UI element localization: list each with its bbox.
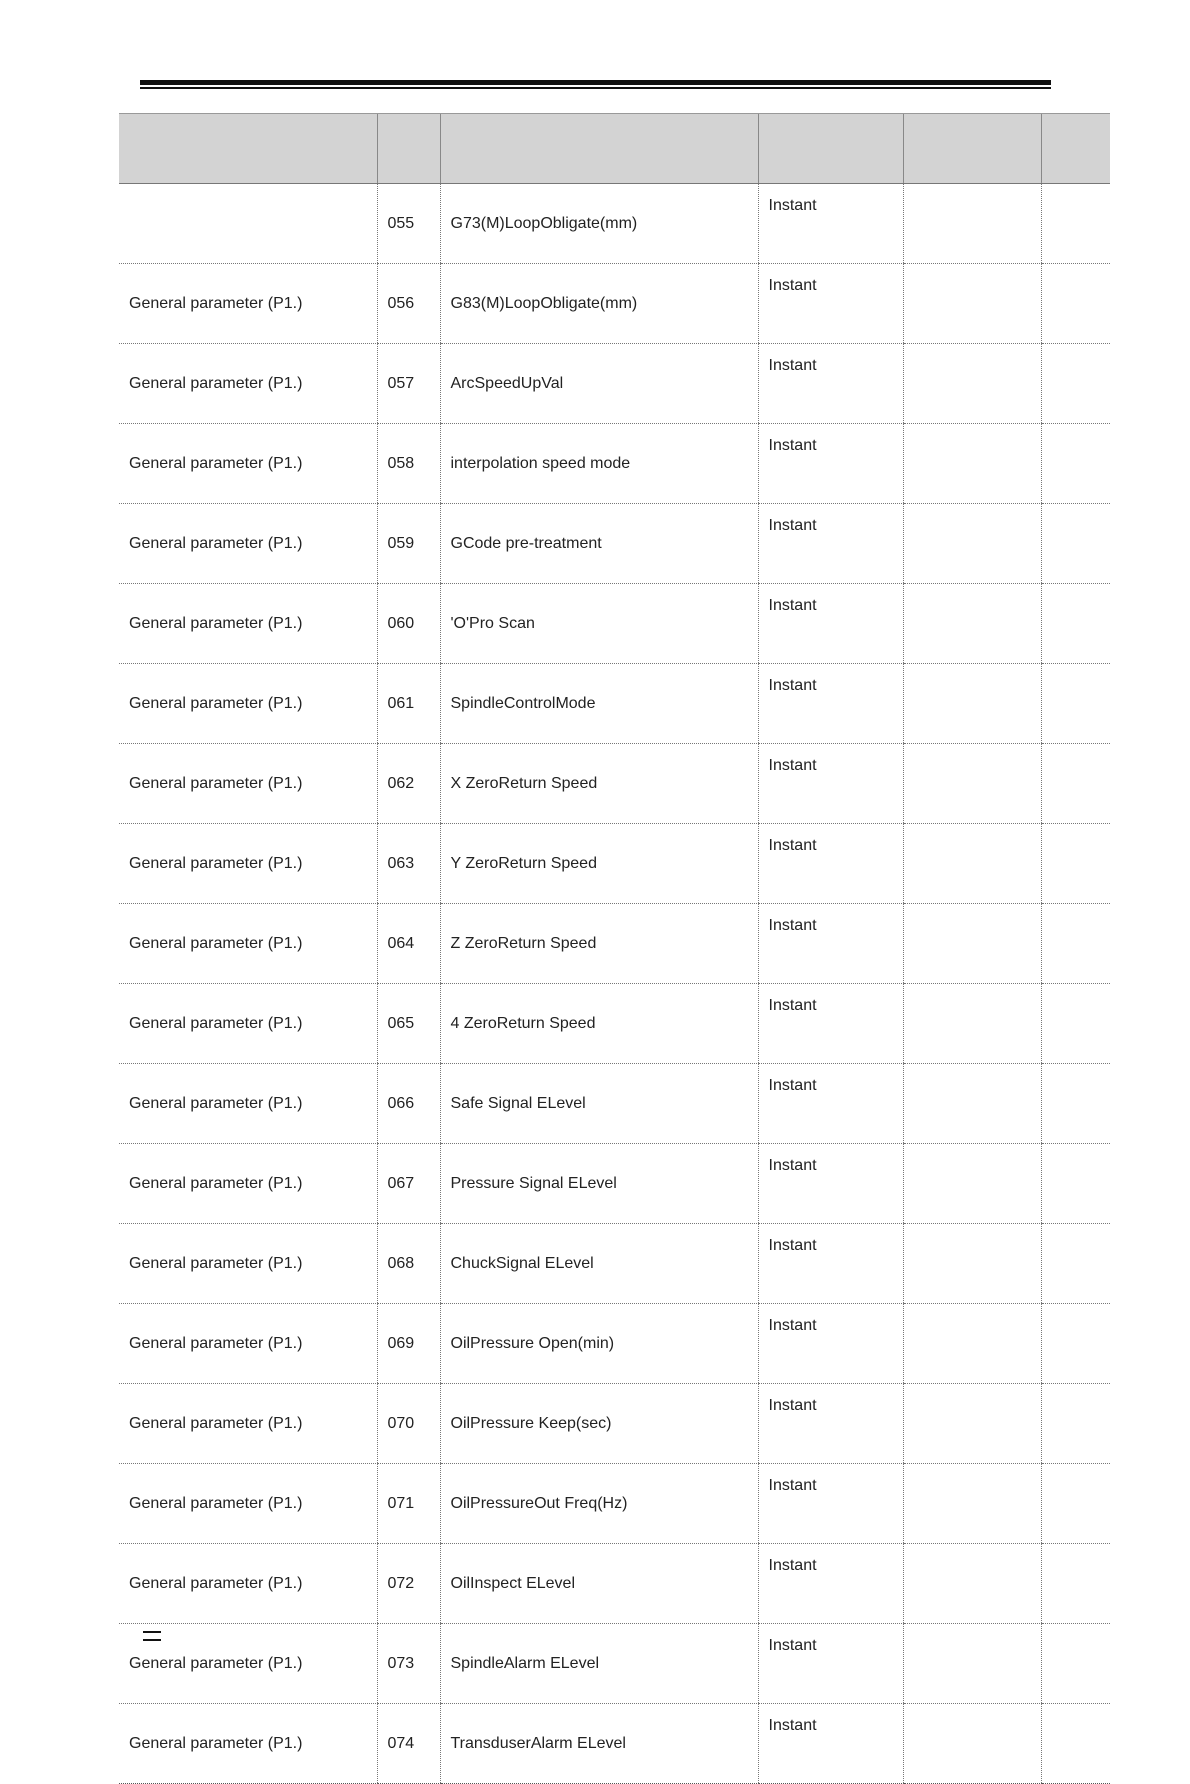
table-row	[119, 744, 1110, 824]
param-name: interpolation speed mode	[440, 424, 758, 504]
param-effect: Instant	[758, 1224, 903, 1304]
param-group: General parameter (P1.)	[119, 1064, 377, 1144]
param-effect: Instant	[758, 264, 903, 344]
param-name: SpindleAlarm ELevel	[440, 1624, 758, 1704]
param-default	[1041, 424, 1110, 504]
table-row	[119, 1144, 1110, 1224]
param-range	[903, 1704, 1041, 1784]
param-number: 070	[377, 1384, 440, 1464]
param-name: ArcSpeedUpVal	[440, 344, 758, 424]
param-number: 073	[377, 1624, 440, 1704]
table-row	[119, 264, 1110, 344]
param-number: 068	[377, 1224, 440, 1304]
param-group	[119, 184, 377, 264]
param-name: X ZeroReturn Speed	[440, 744, 758, 824]
param-name: SpindleControlMode	[440, 664, 758, 744]
param-default	[1041, 1064, 1110, 1144]
param-number: 074	[377, 1704, 440, 1784]
param-range	[903, 1384, 1041, 1464]
table-row	[119, 184, 1110, 264]
param-name: OilInspect ELevel	[440, 1544, 758, 1624]
table-row	[119, 1384, 1110, 1464]
param-group: General parameter (P1.)	[119, 1304, 377, 1384]
param-group: General parameter (P1.)	[119, 1624, 377, 1704]
param-group: General parameter (P1.)	[119, 1224, 377, 1304]
param-effect: Instant	[758, 344, 903, 424]
param-effect: Instant	[758, 904, 903, 984]
table-row	[119, 1624, 1110, 1704]
param-group: General parameter (P1.)	[119, 984, 377, 1064]
param-default	[1041, 1144, 1110, 1224]
param-effect: Instant	[758, 424, 903, 504]
table-row	[119, 1704, 1110, 1784]
header-cell-range	[903, 114, 1041, 184]
param-group: General parameter (P1.)	[119, 904, 377, 984]
param-effect: Instant	[758, 1384, 903, 1464]
param-name: Pressure Signal ELevel	[440, 1144, 758, 1224]
param-number: 066	[377, 1064, 440, 1144]
param-default	[1041, 584, 1110, 664]
header-cell-default	[1041, 114, 1110, 184]
param-effect: Instant	[758, 744, 903, 824]
table-row	[119, 904, 1110, 984]
param-default	[1041, 824, 1110, 904]
param-name: Safe Signal ELevel	[440, 1064, 758, 1144]
table-row	[119, 984, 1110, 1064]
table-row	[119, 424, 1110, 504]
param-number: 072	[377, 1544, 440, 1624]
param-number: 067	[377, 1144, 440, 1224]
param-default	[1041, 1384, 1110, 1464]
param-default	[1041, 664, 1110, 744]
param-number: 069	[377, 1304, 440, 1384]
param-default	[1041, 904, 1110, 984]
param-effect: Instant	[758, 1704, 903, 1784]
param-number: 055	[377, 184, 440, 264]
param-name: Y ZeroReturn Speed	[440, 824, 758, 904]
param-effect: Instant	[758, 184, 903, 264]
param-number: 063	[377, 824, 440, 904]
param-effect: Instant	[758, 1464, 903, 1544]
param-effect: Instant	[758, 584, 903, 664]
page-number-mark	[143, 1631, 161, 1641]
param-range	[903, 424, 1041, 504]
param-range	[903, 344, 1041, 424]
param-number: 059	[377, 504, 440, 584]
param-name: 'O'Pro Scan	[440, 584, 758, 664]
param-range	[903, 1544, 1041, 1624]
param-range	[903, 744, 1041, 824]
param-name: GCode pre-treatment	[440, 504, 758, 584]
header-cell-category	[119, 114, 377, 184]
param-default	[1041, 1624, 1110, 1704]
param-default	[1041, 1704, 1110, 1784]
param-number: 065	[377, 984, 440, 1064]
param-group: General parameter (P1.)	[119, 744, 377, 824]
param-effect: Instant	[758, 984, 903, 1064]
header-cell-effect	[758, 114, 903, 184]
header-cell-number	[377, 114, 440, 184]
param-name: 4 ZeroReturn Speed	[440, 984, 758, 1064]
param-default	[1041, 1544, 1110, 1624]
table-row	[119, 824, 1110, 904]
param-group: General parameter (P1.)	[119, 1384, 377, 1464]
param-effect: Instant	[758, 1064, 903, 1144]
header-rule	[140, 80, 1051, 85]
param-number: 056	[377, 264, 440, 344]
param-default	[1041, 1224, 1110, 1304]
param-default	[1041, 504, 1110, 584]
param-name: ChuckSignal ELevel	[440, 1224, 758, 1304]
param-number: 062	[377, 744, 440, 824]
param-name: TransduserAlarm ELevel	[440, 1704, 758, 1784]
param-group: General parameter (P1.)	[119, 824, 377, 904]
table-row	[119, 1464, 1110, 1544]
param-range	[903, 264, 1041, 344]
param-number: 071	[377, 1464, 440, 1544]
param-range	[903, 1144, 1041, 1224]
param-effect: Instant	[758, 1624, 903, 1704]
param-range	[903, 904, 1041, 984]
param-range	[903, 584, 1041, 664]
param-number: 057	[377, 344, 440, 424]
param-effect: Instant	[758, 824, 903, 904]
param-range	[903, 1224, 1041, 1304]
param-range	[903, 1064, 1041, 1144]
table-row	[119, 504, 1110, 584]
param-group: General parameter (P1.)	[119, 344, 377, 424]
param-default	[1041, 1304, 1110, 1384]
param-effect: Instant	[758, 1144, 903, 1224]
param-group: General parameter (P1.)	[119, 1144, 377, 1224]
param-name: Z ZeroReturn Speed	[440, 904, 758, 984]
param-range	[903, 824, 1041, 904]
table-row	[119, 1224, 1110, 1304]
param-effect: Instant	[758, 664, 903, 744]
param-default	[1041, 184, 1110, 264]
param-default	[1041, 984, 1110, 1064]
param-range	[903, 1624, 1041, 1704]
table-row	[119, 1304, 1110, 1384]
table-row	[119, 1064, 1110, 1144]
param-name: OilPressure Keep(sec)	[440, 1384, 758, 1464]
param-name: OilPressureOut Freq(Hz)	[440, 1464, 758, 1544]
param-number: 061	[377, 664, 440, 744]
table-row	[119, 664, 1110, 744]
param-effect: Instant	[758, 504, 903, 584]
param-default	[1041, 744, 1110, 824]
param-group: General parameter (P1.)	[119, 1704, 377, 1784]
param-default	[1041, 1464, 1110, 1544]
param-effect: Instant	[758, 1544, 903, 1624]
param-range	[903, 1304, 1041, 1384]
table-row	[119, 1544, 1110, 1624]
param-group: General parameter (P1.)	[119, 584, 377, 664]
param-group: General parameter (P1.)	[119, 424, 377, 504]
param-range	[903, 664, 1041, 744]
param-default	[1041, 264, 1110, 344]
param-range	[903, 984, 1041, 1064]
parameter-table	[119, 113, 1110, 1784]
param-group: General parameter (P1.)	[119, 504, 377, 584]
param-range	[903, 504, 1041, 584]
param-group: General parameter (P1.)	[119, 1544, 377, 1624]
param-number: 064	[377, 904, 440, 984]
header-cell-name	[440, 114, 758, 184]
param-number: 060	[377, 584, 440, 664]
param-number: 058	[377, 424, 440, 504]
param-group: General parameter (P1.)	[119, 664, 377, 744]
table-header-row	[119, 114, 1110, 184]
param-name: OilPressure Open(min)	[440, 1304, 758, 1384]
param-group: General parameter (P1.)	[119, 1464, 377, 1544]
header-rule-thin	[140, 87, 1051, 89]
param-default	[1041, 344, 1110, 424]
param-name: G73(M)LoopObligate(mm)	[440, 184, 758, 264]
table-row	[119, 344, 1110, 424]
param-range	[903, 1464, 1041, 1544]
param-range	[903, 184, 1041, 264]
table-row	[119, 584, 1110, 664]
param-group: General parameter (P1.)	[119, 264, 377, 344]
param-effect: Instant	[758, 1304, 903, 1384]
param-name: G83(M)LoopObligate(mm)	[440, 264, 758, 344]
